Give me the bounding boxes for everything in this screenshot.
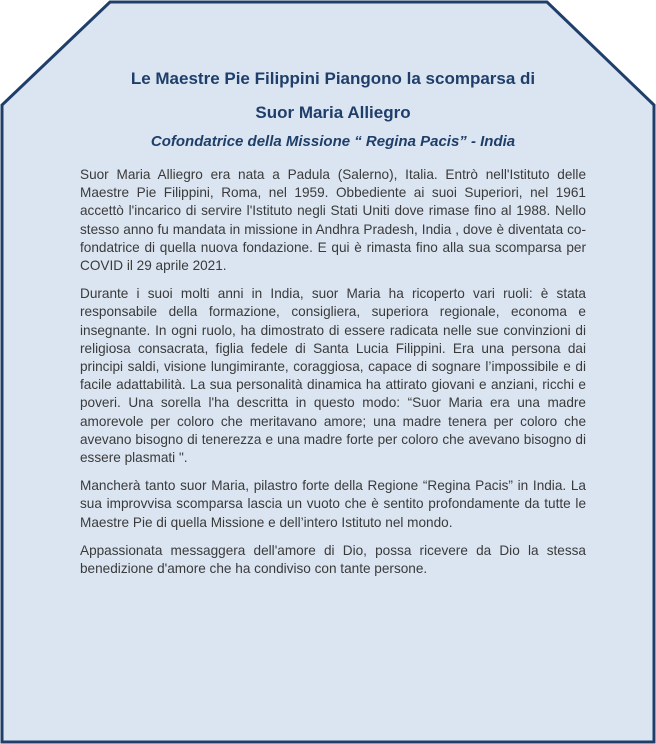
paragraph-blessing: Appassionata messaggera dell'amore di Dio, possa ricevere da Dio la stessa benedizione d'amore che ha condiviso con tante persone. (80, 542, 586, 577)
paragraph-biography: Suor Maria Alliegro era nata a Padula (Salerno), Italia. Entrò nell'Istituto delle Maestre Pie Filippini, Roma, nel 1959. Obbediente ai suoi Superiori, nel 1961 accettò l'incarico di servire l'Istituto negli Stati Uniti dove rimase fino al 1988. Nello stesso anno fu mandata in missione in Andhra Pradesh, India , dove è diventata co-fondatrice di quella nuova fondazione. E qui è rimasta fino alla sua scomparsa per COVID il 29 aprile 2021. (80, 167, 586, 274)
paragraph-loss: Mancherà tanto suor Maria, pilastro forte della Regione “Regina Pacis” in India. La sua improvvisa scomparsa lascia un vuoto che è sentito profondamente da tutte le Maestre Pie di quella Missione e dell’intero Istituto nel mondo. (80, 478, 586, 530)
article (80, 62, 586, 588)
article-title-line-1: Le Maestre Pie Filippini Piangono la scomparsa di (130, 69, 536, 88)
article-title-line-2: Suor Maria Alliegro (255, 103, 411, 122)
paragraph-roles: Durante i suoi molti anni in India, suor Maria ha ricoperto vari ruoli: è stata responsabile della formazione, consigliera, superiora regionale, economa e insegnante. In ogni ruolo, ha dimostrato di essere radicata nelle sue convinzioni di religiosa consacrata, figlia fedele di Santa Lucia Filippini. Era una persona dai principi saldi, visione lungimirante, coraggiosa, capace di sognare l’impossibile e di facile adattabilità. La sua personalità dinamica ha attirato giovani e anziani, ricchi e poveri. Una sorella l'ha descritta in questo modo: “Suor Maria era una madre amorevole per coloro che meritavano amore; una madre tenera per coloro che avevano bisogno di tenerezza e una madre forte per coloro che avevano bisogno di essere plasmati ". (80, 286, 586, 466)
article-subtitle: Cofondatrice della Missione “ Regina Pacis” - India (150, 133, 516, 150)
